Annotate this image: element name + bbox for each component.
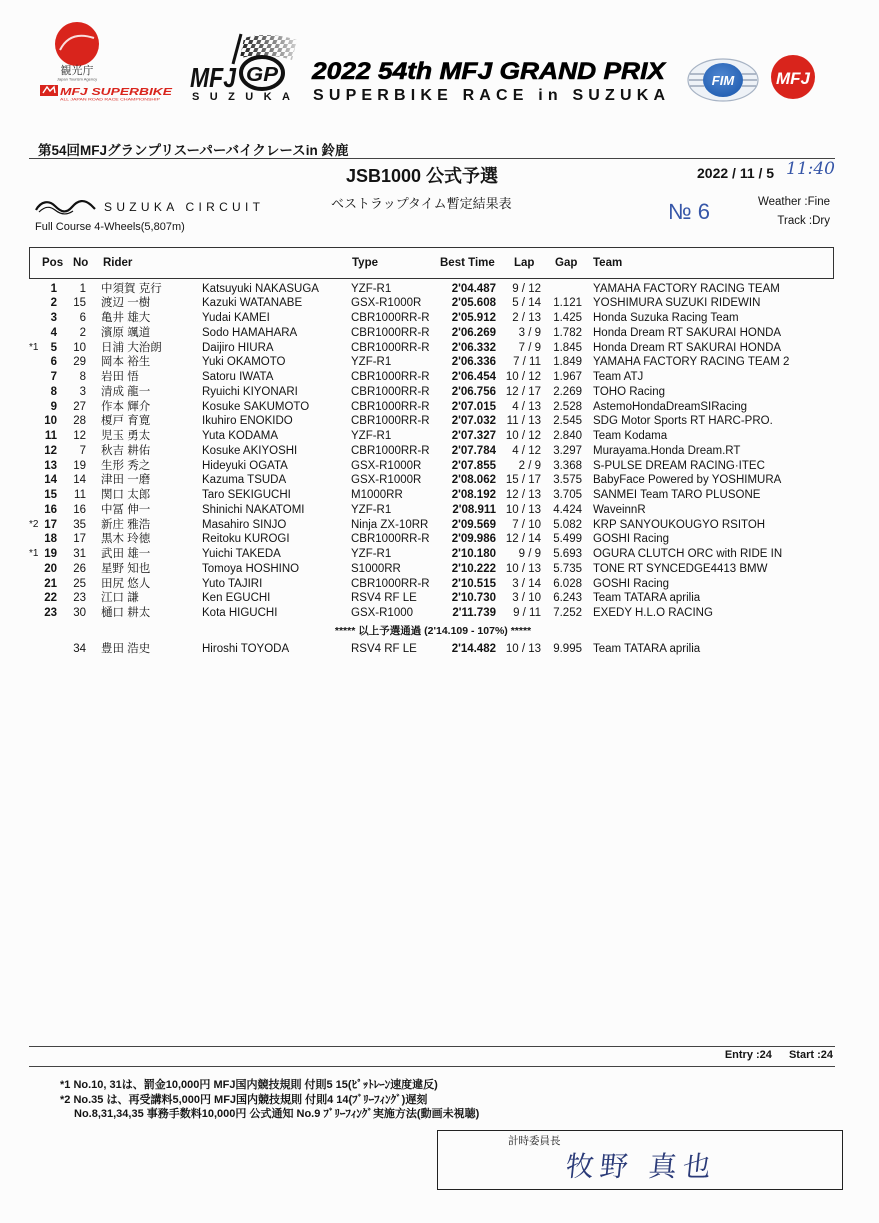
table-row [0,488,879,503]
table-row [0,341,879,356]
team-cell: KRP SANYOUKOUGYO RSITOH [593,518,766,531]
lap-cell: 12 / 13 [505,489,541,501]
rider-name-en-cell: Daijiro HIURA [202,341,274,354]
team-cell: EXEDY H.L.O RACING [593,607,713,619]
gap-cell: 2.528 [553,400,582,413]
rider-name-en-cell: Yuichi TAKEDA [202,548,281,560]
table-row [0,296,879,311]
position-cell: 18 [44,533,57,546]
team-cell: SANMEI Team TARO PLUSONE [593,489,761,501]
team-cell: Honda Dream RT SAKURAI HONDA [593,341,782,354]
number-cell: 23 [73,592,86,605]
number-cell: 35 [73,518,86,531]
number-cell: 2 [79,326,86,339]
table-row [0,547,879,562]
position-cell: 10 [44,415,57,428]
rider-name-ja-cell: 中須賀 克行 [101,282,162,295]
track-condition: Track :Dry [777,215,830,227]
team-cell: Team TATARA aprilia [593,592,701,605]
rider-name-en-cell: Yudai KAMEI [202,312,270,324]
rider-name-ja-cell: 岩田 悟 [101,371,139,383]
machine-type-cell: CBR1000RR-R [351,533,430,546]
team-cell: GOSHI Racing [593,533,670,546]
position-cell: 5 [50,341,57,354]
team-cell: Team ATJ [593,371,644,383]
lap-cell: 12 / 17 [505,385,541,398]
machine-type-cell: CBR1000RR-R [351,444,430,457]
lap-cell: 4 / 12 [512,444,541,457]
position-cell: 3 [50,312,57,324]
lap-cell: 15 / 17 [505,474,541,487]
mfj-logo-text: MFJ [776,69,811,88]
lap-cell: 3 / 14 [512,577,541,590]
lap-cell: 11 / 13 [506,415,541,428]
col-header-best-time: Best Time [440,257,495,269]
table-row [0,606,879,621]
col-header-rider: Rider [103,257,133,269]
machine-type-cell: RSV4 RF LE [351,592,417,605]
best-time-cell: 2'06.269 [451,326,496,339]
rider-name-en-cell: Katsuyuki NAKASUGA [202,282,319,295]
machine-type-cell: S1000RR [351,562,401,575]
table-row [0,355,879,370]
rider-name-ja-cell: 秋吉 耕佑 [101,444,151,457]
best-time-cell: 2'07.032 [451,415,496,428]
gap-cell: 5.082 [553,518,582,531]
footnote-1: *1 No.10, 31は、罰金10,000円 MFJ国内競技規則 付則5 15(ﾋﾟｯﾄﾚｰﾝ速度違反) [60,1079,438,1091]
rider-name-ja-cell: 津田 一磨 [101,474,151,487]
rider-name-ja-cell: 星野 知也 [101,562,151,575]
gap-cell: 1.121 [553,297,582,310]
number-cell: 28 [73,415,86,428]
machine-type-cell: CBR1000RR-R [351,326,430,339]
header-banner [0,0,879,120]
rider-name-ja-cell: 江口 謙 [101,592,139,605]
rider-name-en-cell: Hiroshi TOYODA [202,643,290,655]
machine-type-cell: YZF-R1 [351,548,392,560]
number-cell: 26 [73,562,86,575]
best-time-cell: 2'08.062 [451,474,496,487]
gap-cell: 1.845 [553,341,582,354]
lap-cell: 2 / 9 [518,459,541,472]
gap-cell: 2.840 [553,430,582,442]
session-title: JSB1000 公式予選 [345,166,499,186]
rider-name-ja-cell: 生形 秀之 [101,459,151,472]
team-cell: Team TATARA aprilia [593,643,701,655]
gap-cell: 1.782 [553,326,582,339]
rider-name-ja-cell: 黒木 玲徳 [101,533,151,546]
event-subtitle: SUPERBIKE RACE in SUZUKA [313,87,665,104]
table-header [29,247,834,279]
gap-cell: 5.693 [553,548,582,560]
rider-name-en-cell: Ikuhiro ENOKIDO [202,415,293,428]
lap-cell: 10 / 13 [505,562,541,575]
best-time-cell: 2'11.739 [452,607,496,619]
number-cell: 3 [79,385,86,398]
lap-cell: 9 / 12 [512,282,541,295]
gap-cell: 3.368 [553,459,582,472]
rider-name-ja-cell: 中冨 伸一 [101,503,151,516]
rider-name-en-cell: Kosuke SAKUMOTO [202,400,310,413]
best-time-cell: 2'10.180 [451,548,496,560]
gap-cell: 2.269 [553,385,582,398]
team-cell: Team Kodama [593,430,668,442]
weather-condition: Weather :Fine [757,196,830,208]
position-cell: 12 [44,444,57,457]
table-row [0,642,879,657]
rider-name-ja-cell: 作本 輝介 [101,400,151,413]
machine-type-cell: CBR1000RR-R [351,400,430,413]
rider-name-en-cell: Yuta KODAMA [202,430,279,442]
position-cell: 14 [44,474,57,487]
mfj-gp-logo [190,34,297,103]
lap-cell: 10 / 12 [505,430,541,442]
lap-cell: 7 / 10 [512,518,541,531]
superbike-logo [40,85,173,102]
team-cell: WaveinnR [593,503,646,516]
position-cell: 6 [50,356,57,369]
number-cell: 6 [79,312,86,324]
penalty-note-mark: *1 [29,341,39,353]
machine-type-cell: GSX-R1000R [351,297,422,310]
machine-type-cell: YZF-R1 [351,356,392,369]
best-time-cell: 2'05.608 [451,297,496,310]
best-time-cell: 2'09.569 [451,518,496,531]
superbike-logo-sub: ALL JAPAN ROAD RACE CHAMPIONSHIP [60,97,161,102]
document-number: № 6 [668,199,710,224]
number-cell: 10 [73,341,86,354]
rider-name-ja-cell: 日浦 大治朗 [101,341,162,354]
best-time-cell: 2'06.756 [451,385,496,398]
table-row [0,385,879,400]
position-cell: 8 [50,385,57,398]
machine-type-cell: GSX-R1000R [351,474,422,487]
machine-type-cell: YZF-R1 [351,430,392,442]
col-header-team: Team [593,257,623,269]
position-cell: 15 [44,489,57,501]
track-outline-icon [36,201,95,211]
gap-cell: 9.995 [553,643,582,655]
footer-divider-bottom [29,1066,835,1067]
lap-cell: 3 / 9 [518,326,541,339]
gap-cell: 3.575 [553,474,582,487]
gap-cell: 7.252 [553,607,582,619]
rider-name-en-cell: Tomoya HOSHINO [202,562,300,575]
gap-cell: 3.297 [553,444,582,457]
best-time-cell: 2'08.911 [452,503,496,516]
table-row [0,400,879,415]
number-cell: 29 [73,356,86,369]
col-header-gap: Gap [555,257,578,269]
team-cell: GOSHI Racing [593,577,670,590]
penalty-note-mark: *1 [29,548,39,559]
table-row [0,459,879,474]
lap-cell: 10 / 13 [505,643,541,655]
team-cell: TONE RT SYNCEDGE4413 BMW [593,562,768,575]
best-time-cell: 2'08.192 [451,489,496,501]
team-cell: Honda Suzuka Racing Team [593,312,739,324]
rider-name-en-cell: Kota HIGUCHI [202,607,278,619]
number-cell: 1 [79,282,86,295]
gap-cell: 1.849 [553,356,582,369]
penalty-note-mark: *2 [29,518,39,530]
results-rows [0,282,879,621]
gap-cell: 2.545 [553,415,582,428]
number-cell: 30 [73,607,86,619]
gp-logo-mark: MFJ [190,62,238,93]
rider-name-en-cell: Sodo HAMAHARA [202,326,298,339]
number-cell: 25 [73,577,86,590]
rider-name-en-cell: Masahiro SINJO [202,518,287,531]
best-time-cell: 2'06.336 [451,356,496,369]
gap-cell: 5.499 [553,533,582,546]
team-cell: OGURA CLUTCH ORC with RIDE IN [593,548,783,560]
number-cell: 15 [73,297,86,310]
rider-name-ja-cell: 渡辺 一樹 [101,297,151,310]
position-cell: 17 [44,518,57,531]
table-row [0,429,879,444]
table-row [0,503,879,518]
number-cell: 8 [79,371,86,383]
col-header-pos: Pos [42,257,64,269]
machine-type-cell: CBR1000RR-R [351,312,430,324]
table-row [0,414,879,429]
position-cell: 7 [50,371,57,383]
lap-cell: 4 / 13 [512,400,541,413]
jta-logo-sub: Japan Tourism Agency [56,76,98,82]
event-title: 2022 54th MFJ GRAND PRIX [310,58,668,85]
table-row [0,473,879,488]
gap-cell: 5.735 [553,562,582,575]
number-cell: 31 [73,548,86,560]
flag-pole-icon [233,34,241,64]
number-cell: 12 [73,430,86,442]
position-cell: 4 [50,326,57,339]
machine-type-cell: M1000RR [351,489,403,501]
gap-cell: 4.424 [553,503,582,516]
gap-cell: 3.705 [553,489,582,501]
handwritten-time: 11:40 [786,159,835,179]
machine-type-cell: GSX-R1000 [351,607,414,619]
best-time-cell: 2'07.855 [451,459,496,472]
handwritten-signature: 牧野 真也 [564,1150,719,1183]
gap-cell: 1.967 [553,371,582,383]
rider-name-ja-cell: 武田 雄一 [101,548,151,560]
team-cell: S-PULSE DREAM RACING·ITEC [593,459,765,472]
number-cell: 27 [73,400,86,413]
number-cell: 14 [73,474,86,487]
circuit-logo-text: SUZUKA CIRCUIT [104,200,260,214]
team-cell: SDG Motor Sports RT HARC-PRO. [593,415,773,428]
title-divider [29,158,835,159]
team-cell: Honda Dream RT SAKURAI HONDA [593,326,782,339]
position-cell: 21 [44,577,57,590]
rider-name-en-cell: Yuki OKAMOTO [202,356,286,369]
position-cell: 13 [44,459,57,472]
team-cell: YOSHIMURA SUZUKI RIDEWIN [593,297,761,310]
jta-logo-name: 観光庁 [60,64,94,77]
rider-name-en-cell: Taro SEKIGUCHI [202,489,291,501]
best-time-cell: 2'06.454 [451,371,496,383]
table-row [0,518,879,533]
team-cell: Murayama.Honda Dream.RT [593,444,741,457]
team-cell: YAMAHA FACTORY RACING TEAM 2 [593,356,790,369]
machine-type-cell: Ninja ZX-10RR [351,518,429,531]
footnote-3: No.8,31,34,35 事務手数料10,000円 公式通知 No.9 ﾌﾞﾘｰﾌｨﾝｸﾞ実施方法(動画未視聴) [74,1108,480,1120]
course-info: Full Course 4-Wheels(5,807m) [35,221,185,233]
best-time-cell: 2'04.487 [451,282,496,295]
best-time-cell: 2'10.730 [451,592,496,605]
rider-name-ja-cell: 清成 龍一 [101,385,151,398]
entry-count: Entry :24 [724,1049,772,1061]
suzuka-circuit-logo [33,195,265,219]
team-cell: AstemoHondaDreamSIRacing [593,400,748,413]
session-date: 2022 / 11 / 5 [697,165,775,181]
position-cell: 19 [44,548,57,560]
col-header-type: Type [352,257,378,269]
rider-name-ja-cell: 濱原 颯道 [101,326,151,339]
lap-cell: 3 / 10 [512,592,541,605]
table-row [0,532,879,547]
rider-name-ja-cell: 豊田 浩史 [101,643,151,655]
machine-type-cell: CBR1000RR-R [351,577,430,590]
number-cell: 34 [73,643,86,655]
best-time-cell: 2'10.222 [451,562,496,575]
table-row [0,444,879,459]
best-time-cell: 2'09.986 [451,533,496,546]
lap-cell: 9 / 11 [513,607,541,619]
table-row [0,562,879,577]
lap-cell: 9 / 9 [518,548,541,560]
number-cell: 19 [73,459,86,472]
lap-cell: 10 / 12 [505,371,541,383]
best-time-cell: 2'07.327 [451,430,496,442]
rider-name-en-cell: Shinichi NAKATOMI [202,503,305,516]
team-cell: YAMAHA FACTORY RACING TEAM [593,282,780,295]
position-cell: 1 [50,282,57,295]
best-time-cell: 2'05.912 [451,312,496,324]
machine-type-cell: CBR1000RR-R [351,341,430,354]
number-cell: 16 [73,503,86,516]
event-name-ja: 第54回MFJグランプリスーパーバイクレースin 鈴鹿 [38,143,349,158]
fim-logo-text: FIM [711,73,735,88]
team-cell: TOHO Racing [593,385,666,398]
rider-name-en-cell: Reitoku KUROGI [202,533,290,546]
lap-cell: 2 / 13 [512,312,541,324]
jta-logo [55,22,99,82]
rider-name-en-cell: Ken EGUCHI [202,592,271,605]
rider-name-en-cell: Kazuki WATANABE [202,297,303,310]
signature-label: 計時委員長 [508,1135,561,1147]
machine-type-cell: YZF-R1 [351,282,392,295]
rider-name-ja-cell: 新庄 雅浩 [101,518,151,531]
machine-type-cell: YZF-R1 [351,503,392,516]
footnote-2: *2 No.35 は、再受講料5,000円 MFJ国内競技規則 付則4 14(ﾌﾞﾘｰﾌｨﾝｸﾞ)遅刻 [60,1094,428,1106]
start-count: Start :24 [788,1049,833,1061]
machine-type-cell: CBR1000RR-R [351,415,430,428]
qualifying-cutoff-line: ***** 以上予選通過 (2'14.109 - 107%) ***** [334,625,532,637]
team-cell: BabyFace Powered by YOSHIMURA [593,474,782,487]
table-row [0,591,879,606]
position-cell: 22 [44,592,57,605]
machine-type-cell: CBR1000RR-R [351,371,430,383]
rider-name-en-cell: Kazuma TSUDA [202,474,287,487]
position-cell: 23 [44,607,57,619]
position-cell: 2 [50,297,57,310]
lap-cell: 7 / 9 [518,341,541,354]
lap-cell: 7 / 11 [513,356,541,369]
table-row [0,577,879,592]
table-row [0,370,879,385]
rider-name-en-cell: Hideyuki OGATA [202,459,288,472]
mfj-logo [771,55,815,99]
table-row [0,311,879,326]
superbike-logo-name: MFJ SUPERBIKE [60,86,174,98]
machine-type-cell: CBR1000RR-R [351,385,430,398]
gap-cell: 1.425 [553,312,582,324]
lap-cell: 10 / 13 [505,503,541,516]
position-cell: 16 [44,503,57,516]
col-header-no: No [73,257,89,269]
rider-name-ja-cell: 児玉 勇太 [101,430,151,442]
result-type: ベストラップタイム暫定結果表 [331,196,512,211]
col-header-lap: Lap [514,257,535,269]
machine-type-cell: RSV4 RF LE [351,643,417,655]
rider-name-ja-cell: 榎戸 育寛 [101,415,151,428]
number-cell: 11 [74,489,86,501]
table-row [0,326,879,341]
rider-name-ja-cell: 関口 太郎 [101,489,151,501]
rider-name-en-cell: Yuto TAJIRI [202,577,263,590]
best-time-cell: 2'10.515 [451,577,496,590]
position-cell: 9 [50,400,57,413]
lap-cell: 12 / 14 [505,533,541,546]
non-qualified-rows [0,642,879,657]
position-cell: 20 [44,562,57,575]
fim-logo [688,59,758,101]
rider-name-ja-cell: 樋口 耕太 [101,607,151,619]
gp-logo-gp: GP [246,64,279,86]
gp-logo-sub: SUZUKA [192,91,290,103]
rider-name-en-cell: Kosuke AKIYOSHI [202,444,298,457]
rider-name-ja-cell: 田尻 悠人 [101,577,151,590]
rider-name-ja-cell: 岡本 裕生 [101,356,151,369]
entry-start-counts [725,1049,833,1061]
rider-name-ja-cell: 亀井 雄大 [101,312,151,324]
footer-divider-top [29,1046,835,1047]
gap-cell: 6.243 [553,592,582,605]
best-time-cell: 2'14.482 [451,643,496,655]
rider-name-en-cell: Satoru IWATA [202,371,274,383]
position-cell: 11 [44,430,57,442]
best-time-cell: 2'07.784 [451,444,496,457]
table-row [0,282,879,297]
best-time-cell: 2'06.332 [451,341,496,354]
machine-type-cell: GSX-R1000R [351,459,422,472]
jta-sun-icon [55,22,99,66]
rider-name-en-cell: Ryuichi KIYONARI [202,385,298,398]
number-cell: 7 [79,444,86,457]
lap-cell: 5 / 14 [512,297,541,310]
number-cell: 17 [73,533,86,546]
best-time-cell: 2'07.015 [451,400,496,413]
gap-cell: 6.028 [553,577,582,590]
